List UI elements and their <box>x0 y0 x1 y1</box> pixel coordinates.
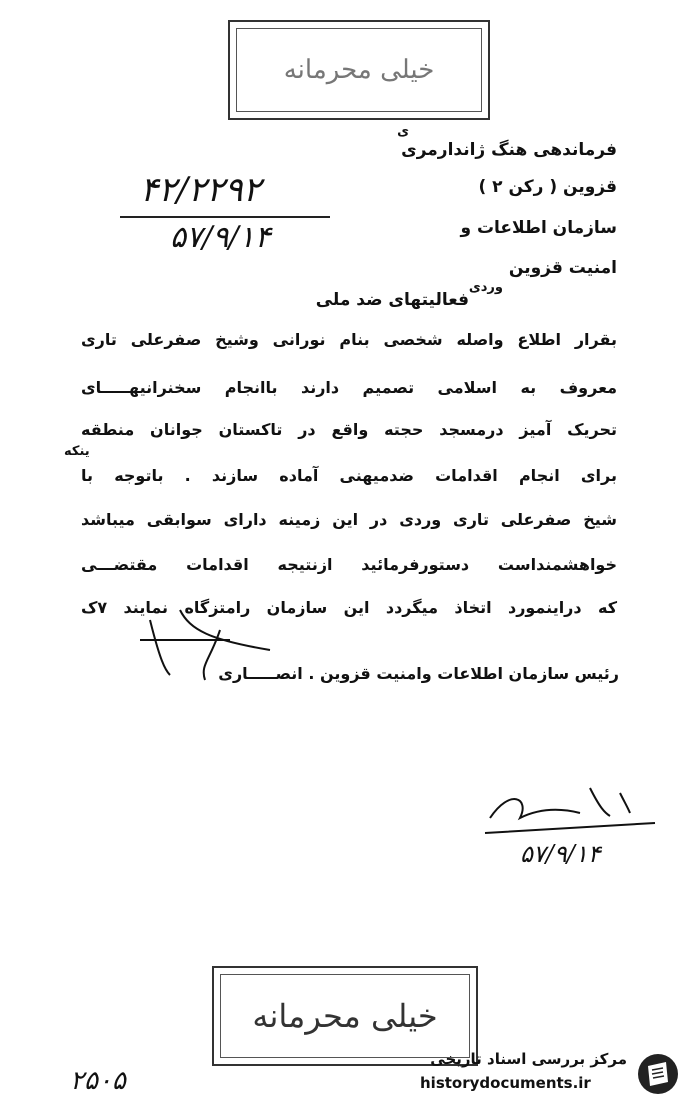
stamp-text-top: خیلی محرمانه <box>236 28 482 112</box>
body-line-1: بقرار اطلاع واصله شخصی بنام نورانی وشیخ صفرعلی تاری <box>81 330 617 349</box>
reference-date: ۵۷/۹/۱۴ <box>170 220 271 255</box>
body-line-4: برای انجام اقدامات ضدمیهنی آماده سازند . باتوجه با <box>81 466 617 485</box>
body-line-2: معروف به اسلامی تصمیم دارند باانجام سخنرانیهـــــای <box>81 378 617 397</box>
body-line-7: که دراینمورد اتخاذ میگردد این سازمان رامتزگاه نمایند ۷ک <box>81 598 617 617</box>
reference-number: ۴۲/۲۲۹۲ <box>140 170 262 210</box>
header-line-1: فرماندهی هنگ ژاندارمری <box>401 140 617 160</box>
stamp-text-bottom: خیلی محرمانه <box>220 974 470 1058</box>
signature-line: رئیس سازمان اطلاعات وامنیت قزوین . انصـــــاری <box>218 664 619 683</box>
header-line-2: قزوین ( رکن ۲ ) <box>478 177 617 197</box>
classification-stamp-top <box>228 20 490 120</box>
signoff-date: ۵۷/۹/۱۴ <box>520 840 601 868</box>
page-number: ۲۵۰۵ <box>70 1066 126 1096</box>
body-line-5: شیخ صفرعلی تاری وردی در این زمینه دارای سوابقی میباشد <box>81 510 617 529</box>
body-line-6: خواهشمنداست دستورفرمائید ازنتیجه اقدامات مقتضـــی <box>81 555 617 574</box>
archive-logo-name: مرکز بررسی اسناد تاریخی <box>430 1050 627 1068</box>
body-line-3: تحریک آمیز درمسجد حجته واقع در تاکستان جوانان منطقه <box>81 420 617 439</box>
subject-line: فعالیتهای ضد ملی <box>315 290 469 310</box>
reference-underline <box>120 216 330 218</box>
signoff-signature <box>480 778 660 848</box>
archive-logo-icon <box>636 1052 680 1096</box>
subject-annotation: وردی <box>468 280 503 295</box>
archive-logo-url[interactable]: historydocuments.ir <box>420 1074 591 1092</box>
header-correction-mark: ی <box>397 124 409 139</box>
header-line-3: سازمان اطلاعات و <box>460 218 617 238</box>
header-line-4: امنیت قزوین <box>508 258 617 278</box>
margin-annotation: ینکه <box>64 444 90 459</box>
